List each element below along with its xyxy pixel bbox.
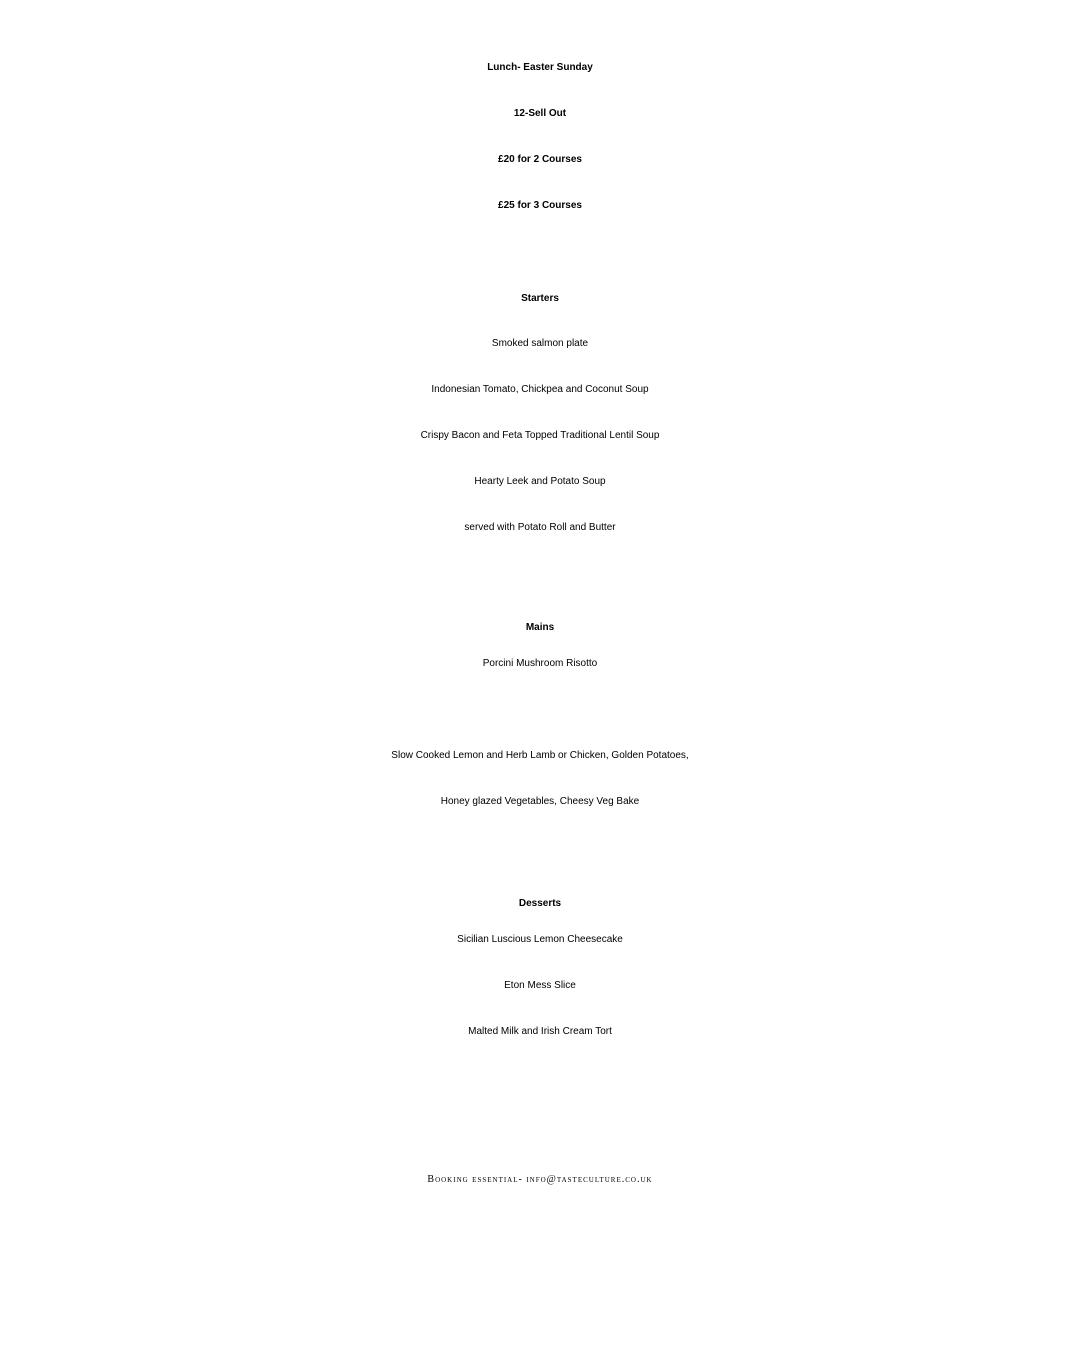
starter-note: served with Potato Roll and Butter: [464, 522, 616, 533]
starter-item: Crispy Bacon and Feta Topped Traditional Lentil Soup: [420, 430, 660, 441]
desserts-heading: Desserts: [518, 898, 562, 909]
dessert-item: Malted Milk and Irish Cream Tort: [468, 1026, 612, 1037]
starter-item: Smoked salmon plate: [491, 338, 589, 349]
price-two-courses: £20 for 2 Courses: [498, 154, 582, 165]
menu-title: Lunch- Easter Sunday: [487, 62, 593, 73]
serving-time: 12-Sell Out: [513, 108, 567, 119]
main-item: Slow Cooked Lemon and Herb Lamb or Chicken, Golden Potatoes,: [391, 750, 689, 761]
starter-item: Hearty Leek and Potato Soup: [474, 476, 606, 487]
price-three-courses: £25 for 3 Courses: [498, 200, 582, 211]
main-item: Porcini Mushroom Risotto: [482, 658, 598, 669]
dessert-item: Sicilian Luscious Lemon Cheesecake: [457, 934, 623, 945]
starter-item: Indonesian Tomato, Chickpea and Coconut Soup: [431, 384, 649, 395]
dessert-item: Eton Mess Slice: [504, 980, 576, 991]
main-item-continued: Honey glazed Vegetables, Cheesy Veg Bake: [440, 796, 640, 807]
mains-heading: Mains: [525, 622, 555, 633]
booking-notice: Booking essential- info@tasteculture.co.uk: [427, 1174, 653, 1185]
starters-heading: Starters: [521, 293, 559, 304]
